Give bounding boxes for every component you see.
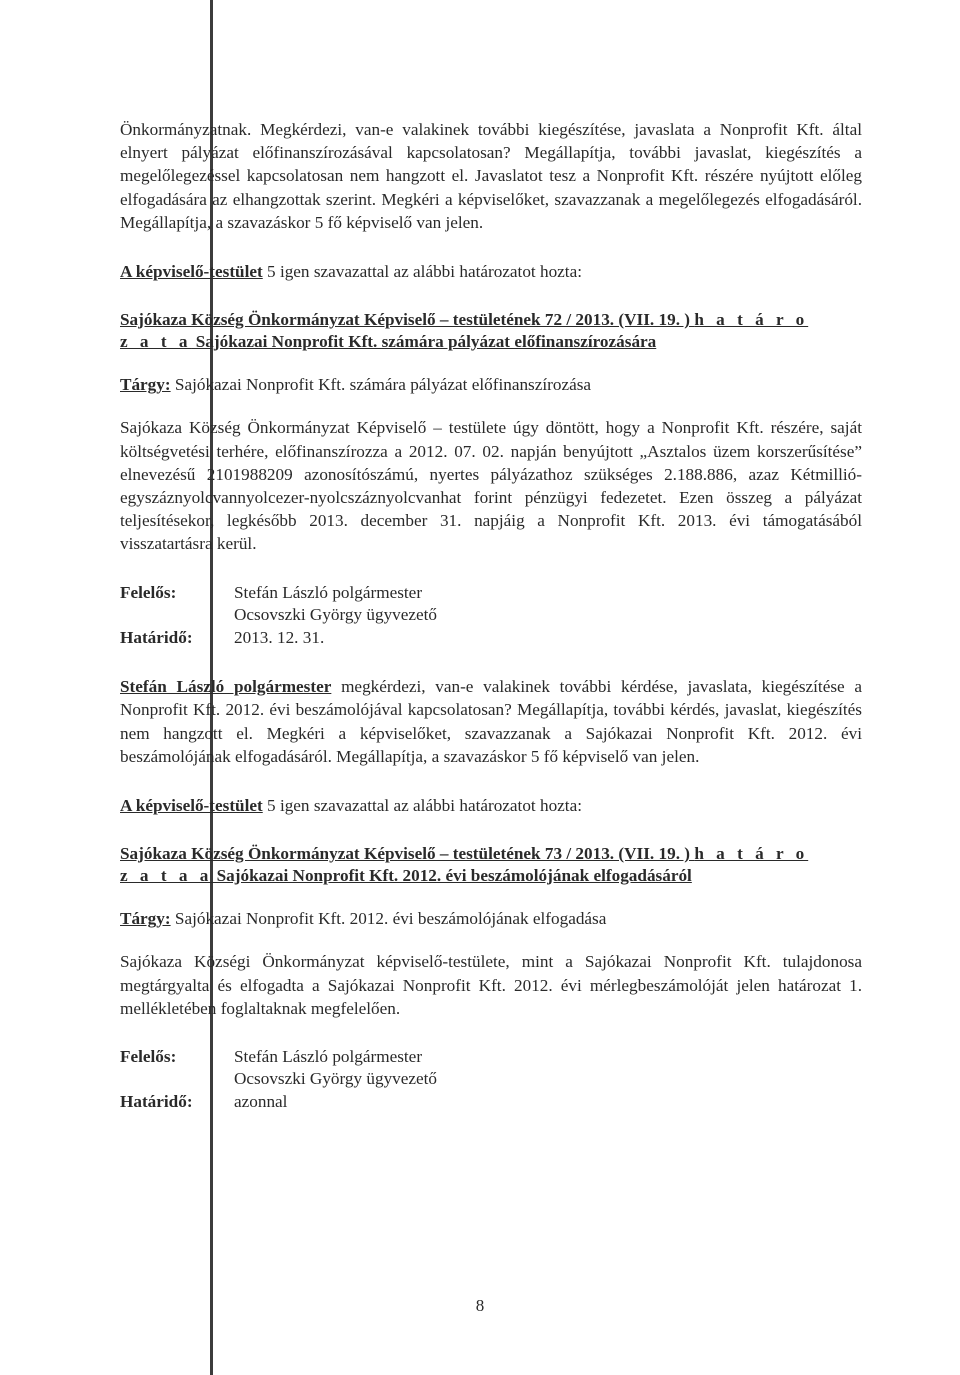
resolution-title-72-hatarozat: h a t á r o bbox=[694, 310, 809, 330]
resolution-title-73 bbox=[120, 843, 862, 887]
document-page bbox=[120, 118, 862, 1113]
subject-label-72: Tárgy: bbox=[120, 375, 171, 395]
hatarido-label-2: Határidő: bbox=[120, 1091, 193, 1111]
vote-rest-1: 5 igen szavazattal az alábbi határozatot hozta: bbox=[262, 262, 582, 282]
intro-paragraph: Önkormányzatnak. Megkérdezi, van-e valakinek további kiegészítése, javaslata a Nonprofit Kft. által elnyert pályázat előfinanszírozásával kapcsolatosan? Megállapítja, további javaslat, kiegészítés a megelőlegezéssel kapcsolatosan nem hangzott el. Javaslatot tesz a Nonprofit Kft. részére nyújtott előleg elfogadására az elhangzottak szerint. Megkéri a képviselőket, szavazzanak a megelőlegezés elfogadásáról. Megállapítja, a szavazáskor 5 fő képviselő van jelen. bbox=[120, 120, 862, 232]
responsibility-block-1 bbox=[120, 582, 862, 650]
felelos-person-1a: Stefán László polgármester bbox=[234, 582, 423, 602]
page-number: 8 bbox=[475, 1296, 485, 1315]
felelos-person-2a: Stefán László polgármester bbox=[234, 1046, 423, 1066]
subject-label-73: Tárgy: bbox=[120, 909, 171, 929]
resolution-title-72-line1: Sajókaza Község Önkormányzat Képviselő – testületének 72 / 2013. (VII. 19. ) bbox=[120, 310, 695, 330]
resolution-title-72-line2: Sajókazai Nonprofit Kft. számára pályázat előfinanszírozására bbox=[191, 332, 657, 352]
resolution-title-72 bbox=[120, 309, 862, 353]
resolution-title-72-zata: z a t a bbox=[120, 332, 192, 352]
mayor-name: Stefán László polgármester bbox=[120, 677, 332, 697]
vote-statement-1 bbox=[120, 260, 862, 283]
felelos-person-2b: Ocsovszki György ügyvezető bbox=[234, 1069, 438, 1089]
vote-subject-2: A képviselő-testület bbox=[120, 795, 263, 815]
mayor-text: megkérdezi, van-e valakinek további kérdése, javaslata, kiegészítése a Nonprofit Kft. 2012. évi beszámolójával kapcsolatosan? Megállapítja, további kérdés, javaslat, kiegészítés nem hangzott el. Megkéri a képviselőket, szavazzanak a Sajókazai Nonprofit Kft. 2012. évi beszámolójának elfogadásáról. Megállapítja, a szavazáskor 5 fő képviselő van jelen. bbox=[120, 677, 862, 766]
vote-rest-2: 5 igen szavazattal az alábbi határozatot hozta: bbox=[262, 795, 582, 815]
resolution-body-72: Sajókaza Község Önkormányzat Képviselő – testülete úgy döntött, hogy a Nonprofit Kft. részére, saját költségvetési terhére, előfinanszírozza a 2012. 07. 02. napján benyújtott „Asztalos üzem korszerűsítése” elnevezésű 2101988209 azonosítószámú, nyertes pályázathoz szükséges 2.188.886, azaz Kétmillió-egyszáznyolcvannyolcezer-nyolcszáznyolcvanhat forint pénzügyi fedezetet. Ezen összeg a pályázat teljesítésekor, legkésőbb 2013. december 31. napjáig a Nonprofit Kft. 2013. évi támogatásából visszatartásra kerül. bbox=[120, 418, 862, 554]
resolution-title-73-zataa: z a t a a bbox=[120, 866, 213, 886]
subject-text-72: Sajókazai Nonprofit Kft. számára pályázat előfinanszírozása bbox=[170, 375, 592, 395]
hatarido-value-2: azonnal bbox=[234, 1091, 288, 1111]
felelos-person-1b: Ocsovszki György ügyvezető bbox=[234, 605, 438, 625]
felelos-label-1: Felelős: bbox=[120, 582, 177, 602]
subject-73 bbox=[120, 907, 862, 930]
vote-statement-2 bbox=[120, 794, 862, 817]
resolution-title-73-hatarozat: h a t á r o bbox=[694, 844, 809, 864]
hatarido-label-1: Határidő: bbox=[120, 627, 193, 647]
responsibility-block-2 bbox=[120, 1046, 862, 1114]
resolution-body-73: Sajókaza Községi Önkormányzat képviselő-testülete, mint a Sajókazai Nonprofit Kft. tulajdonosa megtárgyalta és elfogadta a Sajókazai Nonprofit Kft. 2012. évi mérlegbeszámolóját jelen határozat 1. mellékletében foglaltaknak megfelelően. bbox=[120, 952, 862, 1018]
resolution-title-73-line1: Sajókaza Község Önkormányzat Képviselő – testületének 73 / 2013. (VII. 19. ) bbox=[120, 844, 695, 864]
vote-subject-1: A képviselő-testület bbox=[120, 262, 263, 282]
felelos-label-2: Felelős: bbox=[120, 1046, 177, 1066]
subject-72 bbox=[120, 373, 862, 396]
hatarido-value-1: 2013. 12. 31. bbox=[234, 627, 325, 647]
resolution-title-73-line2: Sajókazai Nonprofit Kft. 2012. évi beszámolójának elfogadásáról bbox=[212, 866, 692, 886]
subject-text-73: Sajókazai Nonprofit Kft. 2012. évi beszámolójának elfogadása bbox=[170, 909, 607, 929]
mayor-paragraph bbox=[120, 675, 862, 768]
